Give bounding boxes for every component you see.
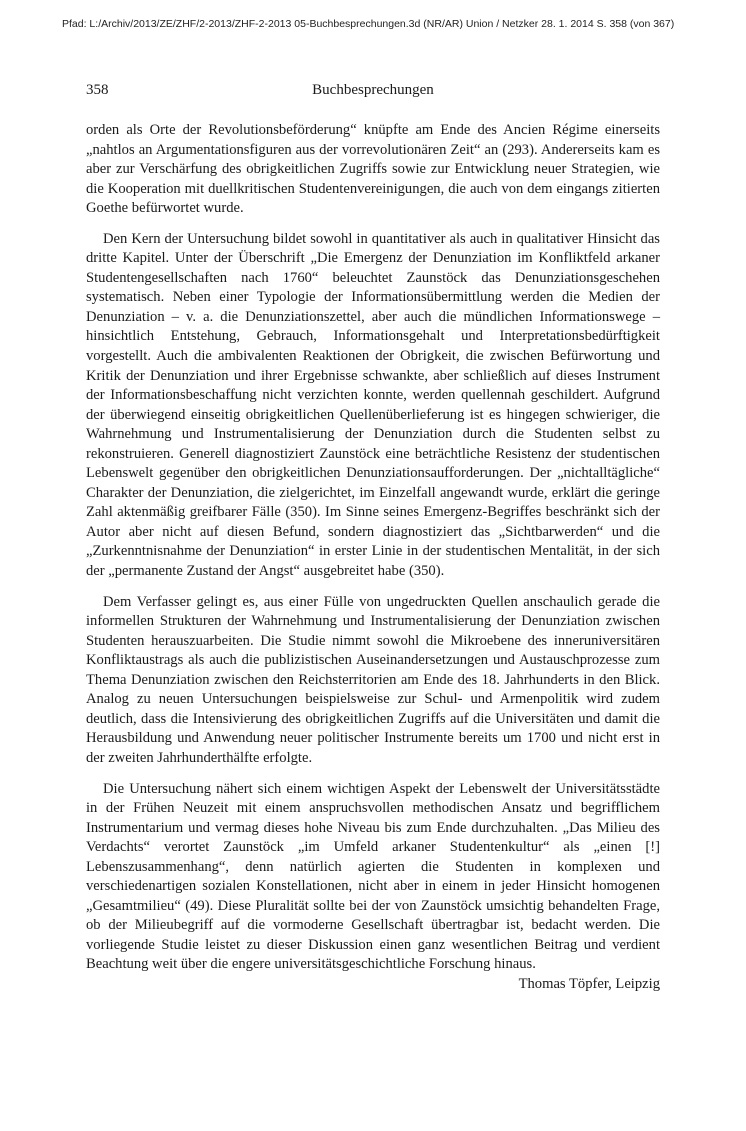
paragraph-conclusion: Die Untersuchung nähert sich einem wichtigen Aspekt der Lebenswelt der Universitätsstädte in der Frühen Neuzeit mit einem anspruchsvollen methodischen Ansatz und begrifflichem Instrumentarium und vermag dieses hohe Niveau bis zum Ende durchzuhalten. „Das Milieu des Verdachts“ verortet Zaunstöck „im Umfeld arkaner Studentenkultur“ als „einen [!] Lebenszusammenhang“, denn natürlich agierten die Studenten in komplexen und verschiedenartigen sozialen Konstellationen, nicht aber in einem in jeder Hinsicht homogenen „Gesamtmilieu“ (49). Diese Pluralität sollte bei der von Zaunstöck umsichtig behandelten Frage, ob der Milieubegriff auf die vormoderne Gesellschaft übertragbar ist, bedacht werden. Die vorliegende Studie leistet zu dieser Diskussion einen ganz wesentlichen Beitrag und verdient Beachtung weit über die engere universitätsgeschichtliche Forschung hinaus. [86,780,660,973]
section-title: Buchbesprechungen [312,82,434,98]
review-body [86,121,660,995]
page-number: 358 [86,82,109,98]
file-path-slug: Pfad: L:/Archiv/2013/ZE/ZHF/2-2013/ZHF-2-2013 05-Buchbesprechungen.3d (NR/AR) Union / Netzker 28. 1. 2014 S. 358 (von 367) [62,18,675,30]
running-head [86,82,660,102]
paragraph-continuation: orden als Orte der Revolutionsbeförderung“ knüpfte am Ende des Ancien Régime einerseits „nahtlos an Argumentationsfiguren aus der vorrevolutionären Zeit“ an (293). Andererseits kam es aber zur Verschärfung des obrigkeitlichen Zugriffs sowie zur Entwicklung neuer Strategien, wie die Kooperation mit duellkritischen Studentenvereinigungen, die auch von dem eingangs zitierten Goethe befürwortet wurde. [86,122,660,217]
reviewer-signature: Thomas Töpfer, Leipzig [518,975,660,992]
paragraph-sources: Dem Verfasser gelingt es, aus einer Fülle von ungedruckten Quellen anschaulich gerade die informellen Strukturen der Wahrnehmung und Instrumentalisierung der Denunziation zwischen Studenten herauszuarbeiten. Die Studie nimmt sowohl die Mikroebene des inneruniversitären Konfliktaustrags als auch die publizistischen Auseinandersetzungen und Austauschprozesse zum Thema Denunziation zwischen den Reichsterritorien am Ende des 18. Jahrhunderts in den Blick. Analog zu neuen Untersuchungen beispielsweise zur Schul- und Armenpolitik wird zudem deutlich, dass die Intensivierung des obrigkeitlichen Zugriffs auf die Universitäten und damit die Herausbildung und Anwendung neuer politischer Instrumente bereits um 1700 und nicht erst in der zweiten Jahrhunderthälfte erfolgte. [86,593,660,766]
paragraph-chapter-three: Den Kern der Untersuchung bildet sowohl in quantitativer als auch in qualitativer Hinsicht das dritte Kapitel. Unter der Überschrift „Die Emergenz der Denunziation im Konfliktfeld arkaner Studentengesellschaften nach 1760“ beleuchtet Zaunstöck das Denunziationsgeschehen systematisch. Neben einer Typologie der Informationsübermittlung werden die Medien der Denunziation – v. a. die Denunziationszettel, aber auch die mündlichen Informationswege – hinsichtlich Entstehung, Gebrauch, Informationsgehalt und Interpretationsbedürftigkeit vorgestellt. Auch die ambivalenten Reaktionen der Obrigkeit, die zwischen Befürwortung und Kritik der Denunziation und ihrer Ergebnisse schwankte, aber schließlich auf dieses Instrument der Informationsbeschaffung nicht verzichten konnte, werden quellennah geschildert. Aufgrund der überwiegend einseitig obrigkeitlichen Quellenüberlieferung ist es hingegen schwieriger, die Wahrnehmung und Instrumentalisierung der Denunziation durch die Studenten selbst zu rekonstruieren. Generell diagnostiziert Zaunstöck eine beträchtliche Resistenz der studentischen Lebenswelt gegenüber den obrigkeitlichen Denunziationsaufforderungen. Der „nichtalltägliche“ Charakter der Denunziation, die zielgerichtet, im Einzelfall angewandt wurde, erklärt die geringe Zahl aktenmäßig greifbarer Fälle (350). Im Sinne seines Emergenz-Begriffes beschränkt sich der Autor aber nicht auf diesen Befund, sondern diagnostiziert das „Sichtbarwerden“ und die „Zurkenntnisnahme der Denunziation“ in erster Linie in der studentischen Mentalität, in der sich der „permanente Zustand der Angst“ ausgebreitet habe (350). [86,230,660,580]
